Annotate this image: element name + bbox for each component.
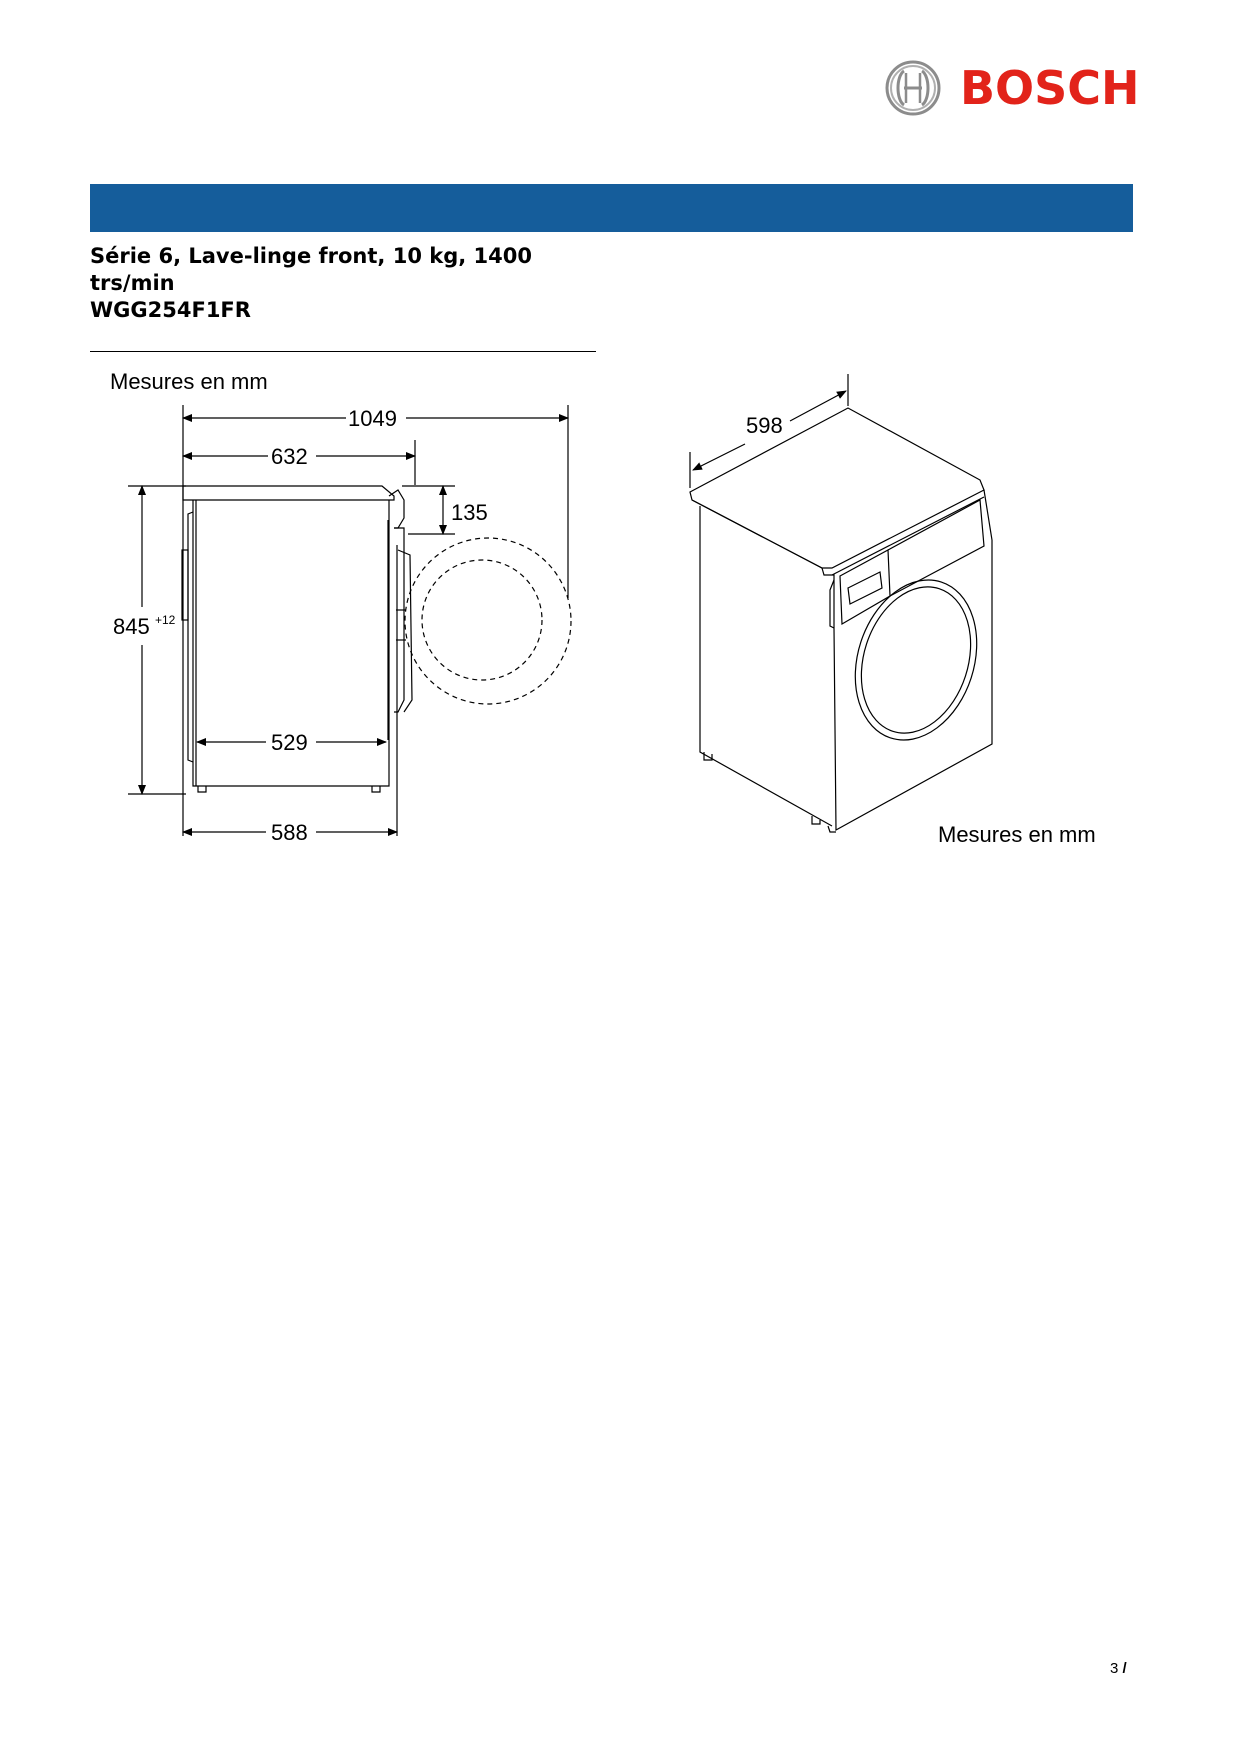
page-number-value: 3 [1110,1660,1119,1677]
washer-isometric [690,408,997,832]
product-title-line1: Série 6, Lave-linge front, 10 kg, 1400 [90,244,532,268]
side-view-caption: Mesures en mm [110,369,268,394]
dim-width: 598 [746,413,783,438]
product-model: WGG254F1FR [90,298,251,322]
dim-height: 845 [113,614,150,639]
dim-height-tolerance: +12 [155,613,176,627]
dim-top-depth: 632 [271,444,308,469]
dim-body-depth: 529 [271,730,308,755]
dim-total-depth: 1049 [348,406,397,431]
iso-view-caption: Mesures en mm [938,822,1096,847]
dim-panel-height: 135 [451,500,488,525]
page-number-separator: / [1122,1660,1127,1677]
product-title-line2: trs/min [90,271,175,295]
brand-wordmark: BOSCH [960,61,1140,115]
page-number [1110,1660,1127,1677]
dim-base-depth: 588 [271,820,308,845]
